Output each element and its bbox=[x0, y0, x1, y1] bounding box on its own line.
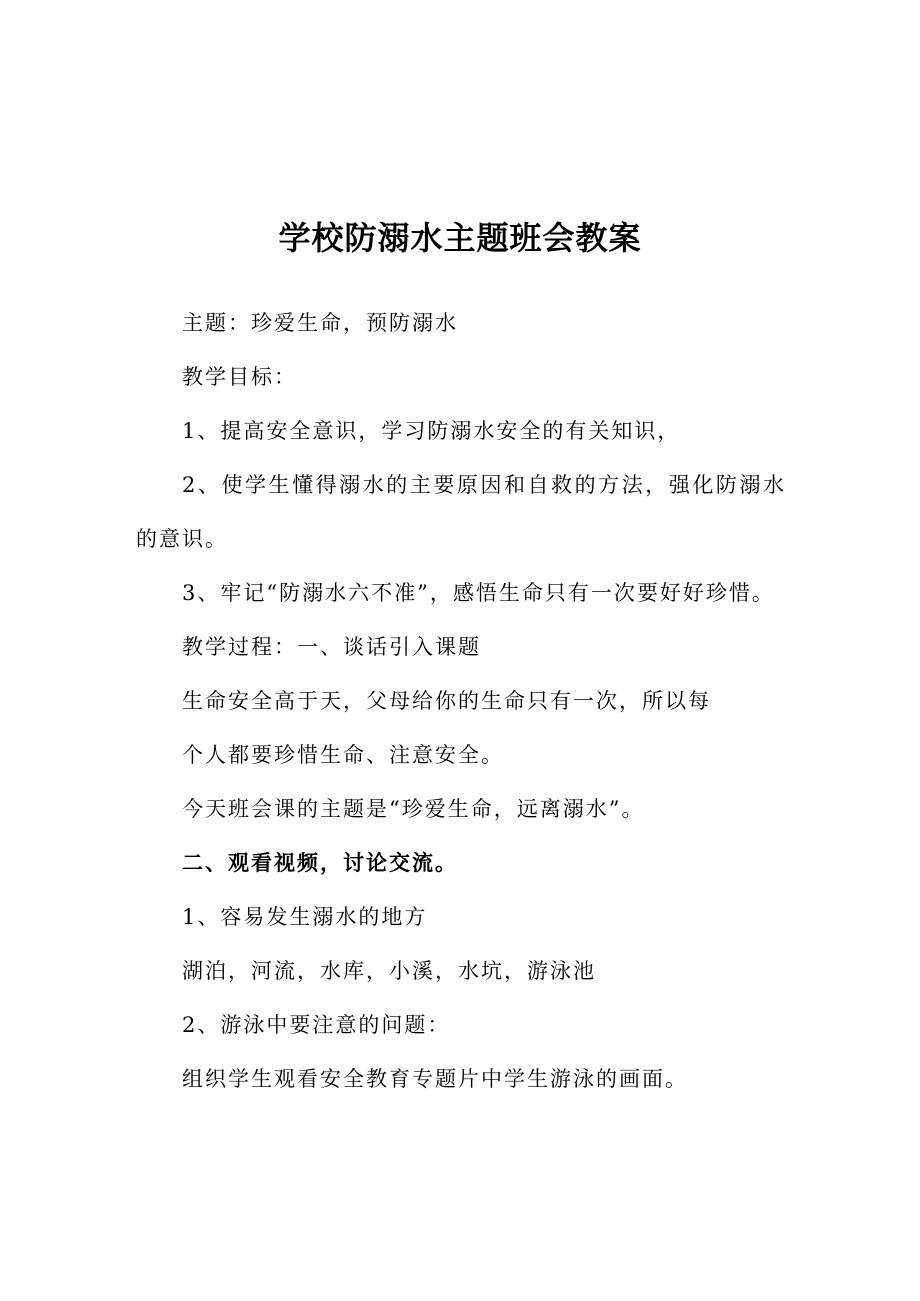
paragraph-theme: 主题：珍爱生命，预防溺水 bbox=[182, 311, 458, 335]
paragraph-intro-line-1: 生命安全高于天，父母给你的生命只有一次，所以每 bbox=[182, 689, 711, 713]
paragraph-danger-places-list: 湖泊，河流，水库，小溪，水坑，游泳池 bbox=[182, 959, 596, 983]
paragraph-process-heading: 教学过程：一、谈话引入课题 bbox=[182, 635, 481, 659]
paragraph-danger-places-heading: 1、容易发生溺水的地方 bbox=[182, 905, 428, 929]
paragraph-objective-3: 3、牢记“防溺水六不准”，感悟生命只有一次要好好珍惜。 bbox=[182, 581, 775, 605]
paragraph-class-theme: 今天班会课的主题是“珍爱生命，远离溺水”。 bbox=[182, 797, 645, 821]
paragraph-objective-1: 1、提高安全意识，学习防溺水安全的有关知识， bbox=[182, 419, 681, 443]
paragraph-intro-line-2: 个人都要珍惜生命、注意安全。 bbox=[182, 743, 504, 767]
document-body bbox=[136, 296, 786, 1106]
section-heading-video: 二、观看视频，讨论交流。 bbox=[182, 851, 458, 875]
document-title: 学校防溺水主题班会教案 bbox=[278, 219, 642, 257]
paragraph-objectives-heading: 教学目标： bbox=[182, 365, 297, 389]
paragraph-watch-video: 组织学生观看安全教育专题片中学生游泳的画面。 bbox=[182, 1067, 688, 1091]
paragraph-swim-issues-heading: 2、游泳中要注意的问题： bbox=[182, 1013, 451, 1037]
paragraph-objective-2: 2、使学生懂得溺水的主要原因和自救的方法，强化防溺水的意识。 bbox=[136, 473, 786, 551]
